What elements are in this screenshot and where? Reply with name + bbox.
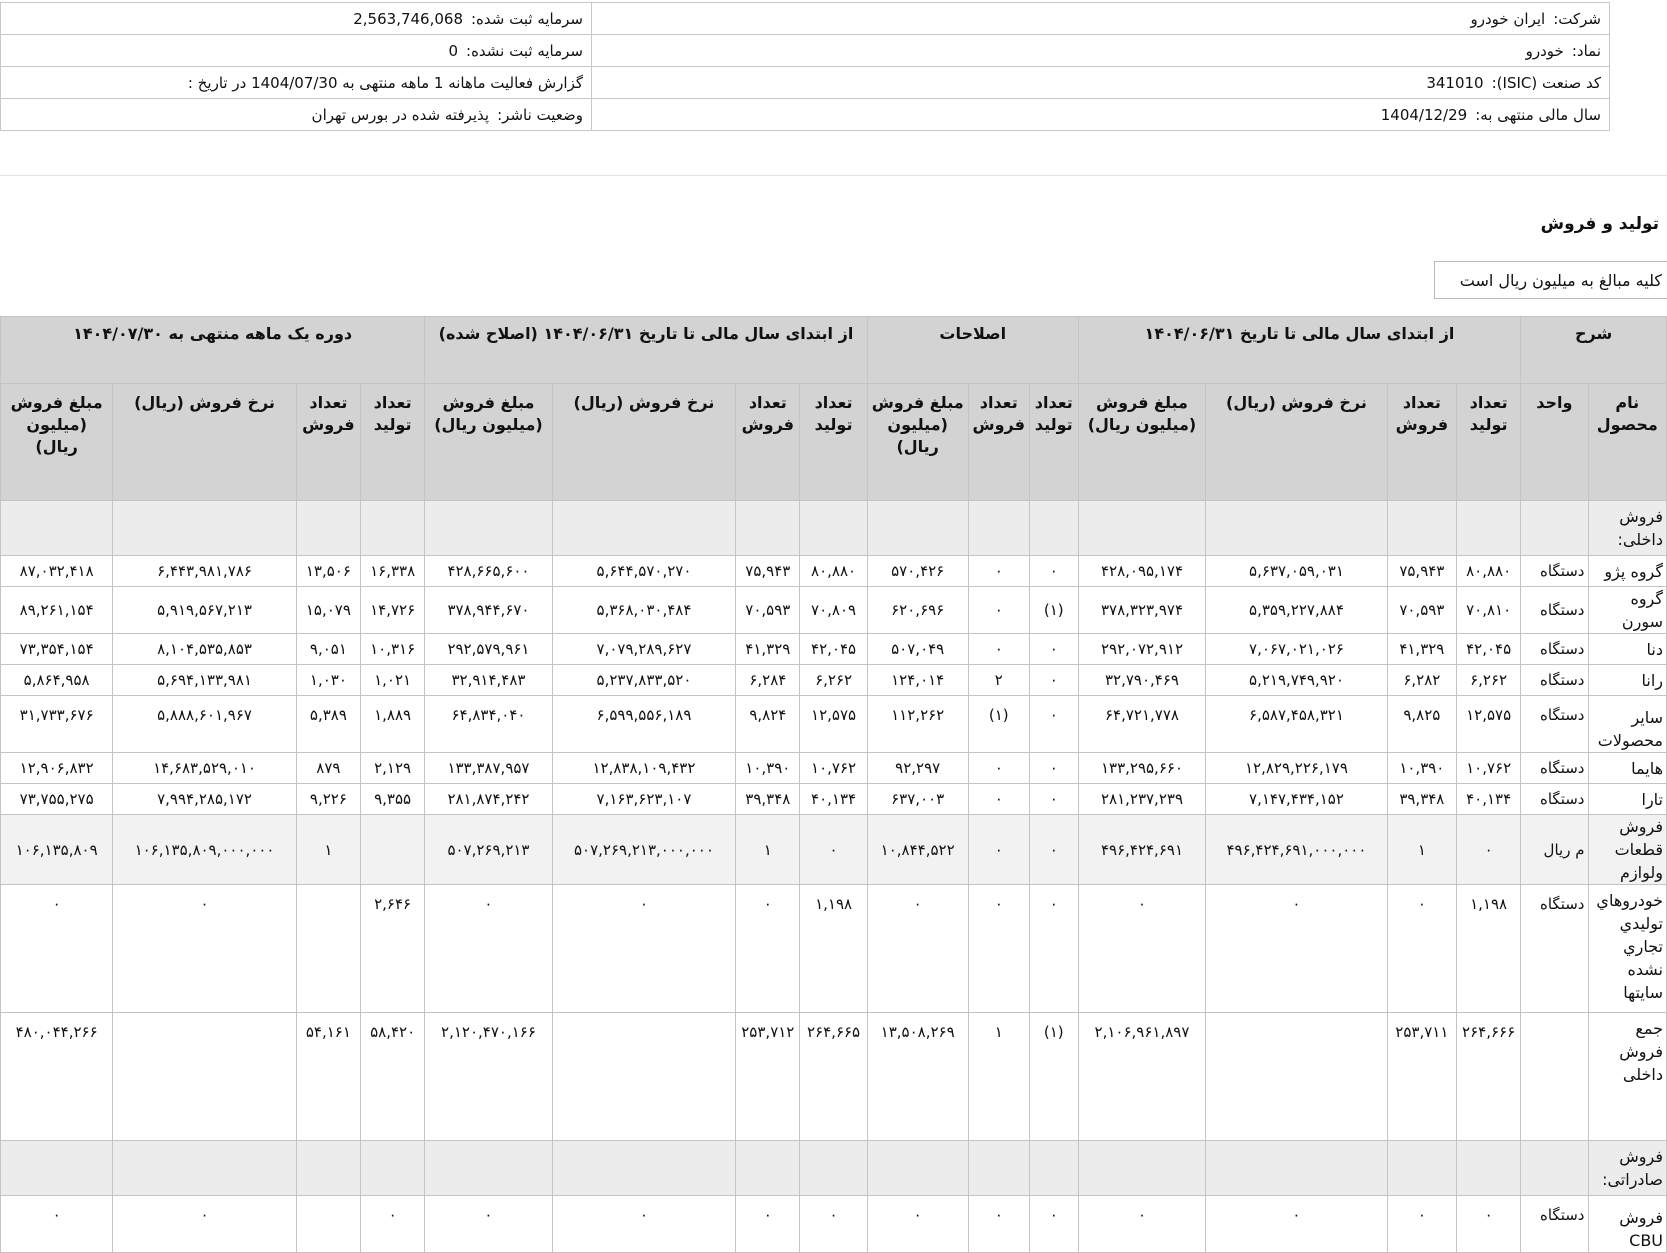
unit-cell: دستگاه: [1521, 587, 1588, 634]
value-cell: ۰: [968, 587, 1029, 634]
value-cell: ۱۰,۸۴۴,۵۲۲: [867, 815, 968, 885]
value-cell: ۲,۱۲۹: [361, 753, 425, 784]
value-cell: ۲۶۴,۶۶۵: [800, 1013, 867, 1141]
group-header-ytd: از ابتدای سال مالی تا تاریخ ۱۴۰۴/۰۶/۳۱: [1078, 317, 1520, 384]
value-cell: [296, 1196, 360, 1253]
value-cell: ۶۳۷,۰۰۳: [867, 784, 968, 815]
value-cell: [552, 1013, 736, 1141]
unit-cell: دستگاه: [1521, 885, 1588, 1013]
value-cell: ۱۲,۸۲۹,۲۲۶,۱۷۹: [1206, 753, 1387, 784]
value-cell: ۵۰۷,۰۴۹: [867, 634, 968, 665]
product-name-cell: فروش صادراتی:: [1588, 1141, 1667, 1196]
value-cell: [113, 1141, 297, 1196]
value-cell: ۱,۰۲۱: [361, 665, 425, 696]
value-cell: [1, 501, 113, 556]
value-cell: ۰: [736, 885, 800, 1013]
col-sales-rate: نرخ فروش (ریال): [552, 384, 736, 501]
value-cell: ۲۹۲,۵۷۹,۹۶۱: [425, 634, 552, 665]
registered-capital-value: 2,563,746,068: [353, 9, 463, 28]
value-cell: ۵,۹۱۹,۵۶۷,۲۱۳: [113, 587, 297, 634]
table-row: [1, 587, 1667, 634]
value-cell: ۹,۳۵۵: [361, 784, 425, 815]
value-cell: ۵۷۰,۴۲۶: [867, 556, 968, 587]
value-cell: ۱۱۲,۲۶۲: [867, 696, 968, 753]
value-cell: ۳۲,۷۹۰,۴۶۹: [1078, 665, 1205, 696]
value-cell: ۱۲۴,۰۱۴: [867, 665, 968, 696]
report-label: گزارش فعالیت ماهانه 1 ماهه منتهی به 1404/07/30 در تاریخ :: [187, 73, 583, 92]
isic-value: 341010: [1426, 73, 1484, 92]
value-cell: ۹,۸۲۵: [1387, 696, 1456, 753]
col-product: نام محصول: [1588, 384, 1667, 501]
value-cell: [1029, 501, 1078, 556]
value-cell: ۰: [1457, 1196, 1521, 1253]
value-cell: [1387, 1141, 1456, 1196]
value-cell: ۰: [968, 556, 1029, 587]
value-cell: ۸۰,۸۸۰: [800, 556, 867, 587]
table-row: [1, 885, 1667, 1013]
production-sales-table: [0, 316, 1667, 1253]
value-cell: (۱): [968, 696, 1029, 753]
company-cell: [592, 3, 1610, 35]
value-cell: ۸۰,۸۸۰: [1457, 556, 1521, 587]
value-cell: ۰: [1, 885, 113, 1013]
value-cell: ۳۹,۳۴۸: [1387, 784, 1456, 815]
registered-capital-label: سرمایه ثبت شده:: [471, 9, 583, 28]
value-cell: ۵,۶۳۷,۰۵۹,۰۳۱: [1206, 556, 1387, 587]
col-sales-amount: مبلغ فروش (میلیون ریال): [425, 384, 552, 501]
fiscal-year-cell: [592, 99, 1610, 131]
value-cell: ۰: [1387, 885, 1456, 1013]
value-cell: ۲۹۲,۰۷۲,۹۱۲: [1078, 634, 1205, 665]
value-cell: ۲: [968, 665, 1029, 696]
value-cell: ۷۵,۹۴۳: [1387, 556, 1456, 587]
value-cell: ۰: [736, 1196, 800, 1253]
value-cell: ۱۳,۵۰۸,۲۶۹: [867, 1013, 968, 1141]
value-cell: ۰: [968, 815, 1029, 885]
value-cell: [968, 501, 1029, 556]
value-cell: ۱: [736, 815, 800, 885]
value-cell: ۰: [1, 1196, 113, 1253]
value-cell: ۱۰,۷۶۲: [800, 753, 867, 784]
group-header-ytd-adjusted: از ابتدای سال مالی تا تاریخ ۱۴۰۴/۰۶/۳۱ (اصلاح شده): [425, 317, 867, 384]
value-cell: ۴۱,۳۲۹: [1387, 634, 1456, 665]
value-cell: ۸,۱۰۴,۵۳۵,۸۵۳: [113, 634, 297, 665]
value-cell: ۶,۵۹۹,۵۵۶,۱۸۹: [552, 696, 736, 753]
value-cell: ۲,۶۴۶: [361, 885, 425, 1013]
value-cell: [867, 1141, 968, 1196]
value-cell: ۲۵۳,۷۱۲: [736, 1013, 800, 1141]
value-cell: [736, 501, 800, 556]
product-name-cell: فروش CBU: [1588, 1196, 1667, 1253]
value-cell: ۱۲,۵۷۵: [1457, 696, 1521, 753]
value-cell: ۱۴,۷۲۶: [361, 587, 425, 634]
value-cell: ۰: [800, 815, 867, 885]
symbol-value: خودرو: [1525, 41, 1564, 60]
value-cell: ۱۰,۳۱۶: [361, 634, 425, 665]
unit-cell: م ریال: [1521, 815, 1588, 885]
value-cell: [867, 501, 968, 556]
company-info-table: [0, 2, 1610, 131]
value-cell: ۰: [968, 1196, 1029, 1253]
value-cell: ۷۰,۵۹۳: [736, 587, 800, 634]
value-cell: [361, 815, 425, 885]
value-cell: ۷۳,۷۵۵,۲۷۵: [1, 784, 113, 815]
value-cell: ۵۰۷,۲۶۹,۲۱۳,۰۰۰,۰۰۰: [552, 815, 736, 885]
company-label: شرکت:: [1553, 9, 1601, 28]
value-cell: ۲,۱۲۰,۴۷۰,۱۶۶: [425, 1013, 552, 1141]
col-sales-amount: مبلغ فروش (میلیون ریال): [1, 384, 113, 501]
value-cell: ۶,۲۶۲: [800, 665, 867, 696]
value-cell: ۰: [1029, 753, 1078, 784]
symbol-cell: [592, 35, 1610, 67]
value-cell: ۰: [968, 784, 1029, 815]
publisher-status-cell: [1, 99, 592, 131]
table-body: [1, 501, 1667, 1253]
value-cell: ۶,۲۶۲: [1457, 665, 1521, 696]
col-sales-amount: مبلغ فروش (میلیون ریال): [1078, 384, 1205, 501]
value-cell: ۰: [361, 1196, 425, 1253]
value-cell: ۰: [1206, 1196, 1387, 1253]
table-row: [1, 696, 1667, 753]
value-cell: [1457, 501, 1521, 556]
value-cell: ۱۲,۵۷۵: [800, 696, 867, 753]
value-cell: ۴۲,۰۴۵: [800, 634, 867, 665]
value-cell: [800, 1141, 867, 1196]
value-cell: ۴۲۸,۰۹۵,۱۷۴: [1078, 556, 1205, 587]
value-cell: ۵۸,۴۲۰: [361, 1013, 425, 1141]
unit-cell: دستگاه: [1521, 784, 1588, 815]
table-row: [1, 1013, 1667, 1141]
value-cell: [1, 1141, 113, 1196]
unregistered-capital-label: سرمایه ثبت نشده:: [466, 41, 583, 60]
value-cell: ۶,۴۴۳,۹۸۱,۷۸۶: [113, 556, 297, 587]
value-cell: ۰: [1457, 815, 1521, 885]
value-cell: ۵,۳۸۹: [296, 696, 360, 753]
value-cell: ۳۷۸,۹۴۴,۶۷۰: [425, 587, 552, 634]
value-cell: ۲۵۳,۷۱۱: [1387, 1013, 1456, 1141]
group-header-adjustments: اصلاحات: [867, 317, 1078, 384]
value-cell: ۱۵,۰۷۹: [296, 587, 360, 634]
col-sales-rate: نرخ فروش (ریال): [1206, 384, 1387, 501]
value-cell: ۰: [867, 1196, 968, 1253]
value-cell: (۱): [1029, 587, 1078, 634]
value-cell: ۰: [1029, 634, 1078, 665]
value-cell: ۵,۸۸۸,۶۰۱,۹۶۷: [113, 696, 297, 753]
value-cell: ۰: [552, 1196, 736, 1253]
table-row: [1, 501, 1667, 556]
unit-cell: [1521, 1013, 1588, 1141]
product-name-cell: رانا: [1588, 665, 1667, 696]
value-cell: ۷۵,۹۴۳: [736, 556, 800, 587]
unregistered-capital-cell: [1, 35, 592, 67]
col-sales-amount: مبلغ فروش (میلیون ریال): [867, 384, 968, 501]
value-cell: ۱,۱۹۸: [1457, 885, 1521, 1013]
product-name-cell: فروش داخلی:: [1588, 501, 1667, 556]
value-cell: [1206, 1141, 1387, 1196]
value-cell: ۱,۰۳۰: [296, 665, 360, 696]
value-cell: ۴۲۸,۶۶۵,۶۰۰: [425, 556, 552, 587]
value-cell: ۱۰۶,۱۳۵,۸۰۹: [1, 815, 113, 885]
unit-cell: دستگاه: [1521, 1196, 1588, 1253]
value-cell: ۸۷,۰۳۲,۴۱۸: [1, 556, 113, 587]
value-cell: ۶,۵۸۷,۴۵۸,۳۲۱: [1206, 696, 1387, 753]
value-cell: ۱: [1387, 815, 1456, 885]
unregistered-capital-value: 0: [448, 41, 459, 60]
unit-note: کلیه مبالغ به میلیون ریال است: [1434, 261, 1667, 299]
value-cell: ۰: [425, 885, 552, 1013]
value-cell: ۹,۸۲۴: [736, 696, 800, 753]
value-cell: ۶,۲۸۲: [1387, 665, 1456, 696]
value-cell: [296, 1141, 360, 1196]
value-cell: ۹,۲۲۶: [296, 784, 360, 815]
value-cell: [425, 501, 552, 556]
col-production: تعداد تولید: [800, 384, 867, 501]
value-cell: ۷,۱۴۷,۴۳۴,۱۵۲: [1206, 784, 1387, 815]
value-cell: ۹۲,۲۹۷: [867, 753, 968, 784]
table-row: [1, 815, 1667, 885]
value-cell: ۶۴,۸۳۴,۰۴۰: [425, 696, 552, 753]
value-cell: ۸۷۹: [296, 753, 360, 784]
value-cell: ۵,۸۶۴,۹۵۸: [1, 665, 113, 696]
value-cell: ۳۱,۷۳۳,۶۷۶: [1, 696, 113, 753]
value-cell: [552, 501, 736, 556]
value-cell: [800, 501, 867, 556]
value-cell: [1029, 1141, 1078, 1196]
value-cell: ۱۳۳,۳۸۷,۹۵۷: [425, 753, 552, 784]
unit-cell: دستگاه: [1521, 665, 1588, 696]
value-cell: [113, 1013, 297, 1141]
value-cell: [296, 885, 360, 1013]
value-cell: ۰: [1029, 696, 1078, 753]
value-cell: ۲۸۱,۸۷۴,۲۴۲: [425, 784, 552, 815]
value-cell: ۰: [867, 885, 968, 1013]
value-cell: ۰: [113, 1196, 297, 1253]
value-cell: ۲۸۱,۲۳۷,۲۳۹: [1078, 784, 1205, 815]
value-cell: ۷۳,۳۵۴,۱۵۴: [1, 634, 113, 665]
value-cell: ۱۰,۳۹۰: [736, 753, 800, 784]
value-cell: [1457, 1141, 1521, 1196]
unit-cell: دستگاه: [1521, 634, 1588, 665]
value-cell: [425, 1141, 552, 1196]
value-cell: [968, 1141, 1029, 1196]
value-cell: ۴۸۰,۰۴۴,۲۶۶: [1, 1013, 113, 1141]
value-cell: ۵,۶۴۴,۵۷۰,۲۷۰: [552, 556, 736, 587]
publisher-status-value: پذیرفته شده در بورس تهران: [311, 105, 490, 124]
value-cell: ۳۹,۳۴۸: [736, 784, 800, 815]
table-row: [1, 665, 1667, 696]
value-cell: ۰: [1387, 1196, 1456, 1253]
value-cell: ۷,۰۷۹,۲۸۹,۶۲۷: [552, 634, 736, 665]
col-production: تعداد تولید: [1029, 384, 1078, 501]
product-name-cell: جمع فروش داخلی: [1588, 1013, 1667, 1141]
unit-cell: [1521, 501, 1588, 556]
value-cell: ۵,۲۳۷,۸۳۳,۵۲۰: [552, 665, 736, 696]
value-cell: ۰: [968, 753, 1029, 784]
table-row: [1, 1141, 1667, 1196]
value-cell: [736, 1141, 800, 1196]
value-cell: ۶,۲۸۴: [736, 665, 800, 696]
value-cell: ۵,۳۶۸,۰۳۰,۴۸۴: [552, 587, 736, 634]
value-cell: ۱۳,۵۰۶: [296, 556, 360, 587]
value-cell: [552, 1141, 736, 1196]
product-name-cell: گروه پژو: [1588, 556, 1667, 587]
group-header-month: دوره یک ماهه منتهی به ۱۴۰۴/۰۷/۳۰: [1, 317, 425, 384]
unit-cell: دستگاه: [1521, 753, 1588, 784]
value-cell: ۶۴,۷۲۱,۷۷۸: [1078, 696, 1205, 753]
value-cell: ۱,۱۹۸: [800, 885, 867, 1013]
product-name-cell: خودروهاي توليدي تجاري نشده سايتها: [1588, 885, 1667, 1013]
value-cell: ۰: [1078, 885, 1205, 1013]
value-cell: ۴۰,۱۳۴: [800, 784, 867, 815]
value-cell: [361, 501, 425, 556]
value-cell: ۰: [1029, 1196, 1078, 1253]
unit-cell: دستگاه: [1521, 556, 1588, 587]
value-cell: ۴۱,۳۲۹: [736, 634, 800, 665]
col-production: تعداد تولید: [361, 384, 425, 501]
report-cell: [1, 67, 592, 99]
section-title: تولید و فروش: [1540, 214, 1659, 234]
value-cell: ۰: [1206, 885, 1387, 1013]
product-name-cell: گروه سورن: [1588, 587, 1667, 634]
value-cell: ۴۹۶,۴۲۴,۶۹۱,۰۰۰,۰۰۰: [1206, 815, 1387, 885]
col-sales-qty: تعداد فروش: [296, 384, 360, 501]
value-cell: ۱۰,۷۶۲: [1457, 753, 1521, 784]
registered-capital-cell: [1, 3, 592, 35]
value-cell: ۰: [1029, 556, 1078, 587]
value-cell: ۲۶۴,۶۶۶: [1457, 1013, 1521, 1141]
value-cell: ۷,۹۹۴,۲۸۵,۱۷۲: [113, 784, 297, 815]
value-cell: ۷,۰۶۷,۰۲۱,۰۲۶: [1206, 634, 1387, 665]
value-cell: [1078, 1141, 1205, 1196]
publisher-status-label: وضعیت ناشر:: [497, 105, 583, 124]
value-cell: ۵۰۷,۲۶۹,۲۱۳: [425, 815, 552, 885]
group-header-desc: شرح: [1521, 317, 1667, 384]
unit-cell: [1521, 1141, 1588, 1196]
col-sales-rate: نرخ فروش (ریال): [113, 384, 297, 501]
value-cell: ۰: [1078, 1196, 1205, 1253]
value-cell: ۵,۶۹۴,۱۳۳,۹۸۱: [113, 665, 297, 696]
value-cell: ۰: [968, 885, 1029, 1013]
value-cell: ۰: [425, 1196, 552, 1253]
value-cell: ۱: [296, 815, 360, 885]
value-cell: ۱۰۶,۱۳۵,۸۰۹,۰۰۰,۰۰۰: [113, 815, 297, 885]
col-production: تعداد تولید: [1457, 384, 1521, 501]
value-cell: ۰: [1029, 784, 1078, 815]
fiscal-year-label: سال مالی منتهی به:: [1475, 105, 1601, 124]
product-name-cell: هایما: [1588, 753, 1667, 784]
col-sales-qty: تعداد فروش: [736, 384, 800, 501]
isic-cell: [592, 67, 1610, 99]
value-cell: ۱۲,۹۰۶,۸۳۲: [1, 753, 113, 784]
value-cell: ۴۰,۱۳۴: [1457, 784, 1521, 815]
unit-cell: دستگاه: [1521, 696, 1588, 753]
value-cell: [1206, 501, 1387, 556]
value-cell: ۸۹,۲۶۱,۱۵۴: [1, 587, 113, 634]
value-cell: ۵,۲۱۹,۷۴۹,۹۲۰: [1206, 665, 1387, 696]
table-row: [1, 634, 1667, 665]
value-cell: ۰: [1029, 665, 1078, 696]
section-divider: [0, 175, 1667, 176]
value-cell: ۲,۱۰۶,۹۶۱,۸۹۷: [1078, 1013, 1205, 1141]
value-cell: ۰: [800, 1196, 867, 1253]
value-cell: ۷,۱۶۳,۶۲۳,۱۰۷: [552, 784, 736, 815]
value-cell: ۷۰,۸۱۰: [1457, 587, 1521, 634]
fiscal-year-value: 1404/12/29: [1380, 105, 1468, 124]
value-cell: ۷۰,۸۰۹: [800, 587, 867, 634]
product-name-cell: دنا: [1588, 634, 1667, 665]
value-cell: ۵۴,۱۶۱: [296, 1013, 360, 1141]
product-name-cell: فروش قطعات ولوازم: [1588, 815, 1667, 885]
value-cell: [361, 1141, 425, 1196]
value-cell: ۰: [113, 885, 297, 1013]
product-name-cell: سایر محصولات: [1588, 696, 1667, 753]
value-cell: ۹,۰۵۱: [296, 634, 360, 665]
value-cell: ۷۰,۵۹۳: [1387, 587, 1456, 634]
isic-label: کد صنعت (ISIC):: [1491, 73, 1601, 92]
value-cell: ۱۶,۳۳۸: [361, 556, 425, 587]
value-cell: [296, 501, 360, 556]
symbol-label: نماد:: [1571, 41, 1601, 60]
table-row: [1, 784, 1667, 815]
value-cell: ۱۴,۶۸۳,۵۲۹,۰۱۰: [113, 753, 297, 784]
value-cell: ۳۷۸,۳۲۳,۹۷۴: [1078, 587, 1205, 634]
value-cell: ۶۲۰,۶۹۶: [867, 587, 968, 634]
value-cell: ۵,۳۵۹,۲۲۷,۸۸۴: [1206, 587, 1387, 634]
value-cell: ۴۹۶,۴۲۴,۶۹۱: [1078, 815, 1205, 885]
value-cell: ۱۲,۸۳۸,۱۰۹,۴۳۲: [552, 753, 736, 784]
value-cell: ۰: [1029, 815, 1078, 885]
value-cell: ۰: [552, 885, 736, 1013]
table-row: [1, 1196, 1667, 1253]
value-cell: [1387, 501, 1456, 556]
value-cell: [113, 501, 297, 556]
value-cell: ۱۳۳,۲۹۵,۶۶۰: [1078, 753, 1205, 784]
value-cell: [1206, 1013, 1387, 1141]
product-name-cell: تارا: [1588, 784, 1667, 815]
company-value: ایران خودرو: [1470, 9, 1546, 28]
table-row: [1, 556, 1667, 587]
value-cell: ۴۲,۰۴۵: [1457, 634, 1521, 665]
value-cell: ۳۲,۹۱۴,۴۸۳: [425, 665, 552, 696]
col-sales-qty: تعداد فروش: [968, 384, 1029, 501]
table-row: [1, 753, 1667, 784]
col-unit: واحد: [1521, 384, 1588, 501]
value-cell: (۱): [1029, 1013, 1078, 1141]
value-cell: ۱۰,۳۹۰: [1387, 753, 1456, 784]
value-cell: ۱,۸۸۹: [361, 696, 425, 753]
value-cell: ۱: [968, 1013, 1029, 1141]
value-cell: ۰: [1029, 885, 1078, 1013]
col-sales-qty: تعداد فروش: [1387, 384, 1456, 501]
value-cell: ۰: [968, 634, 1029, 665]
value-cell: [1078, 501, 1205, 556]
